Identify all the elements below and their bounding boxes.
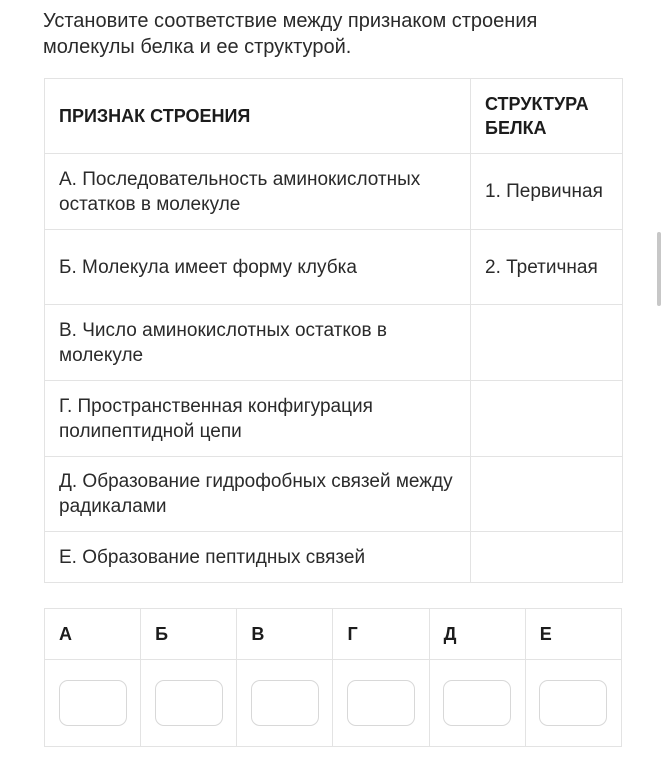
answer-cell [525, 660, 621, 747]
answer-letters-row [45, 609, 622, 660]
page-scrollbar[interactable] [657, 232, 661, 306]
feature-cell: В. Число аминокислотных остатков в молекуле [45, 305, 471, 381]
answer-cell [237, 660, 333, 747]
table-header-row [45, 79, 623, 154]
answer-cell [45, 660, 141, 747]
answer-cell [429, 660, 525, 747]
answer-input-d[interactable] [443, 680, 511, 726]
structure-cell: 1. Первичная [471, 154, 623, 230]
header-feature: ПРИЗНАК СТРОЕНИЯ [45, 79, 471, 154]
question-text: Установите соответствие между признаком строения молекулы белка и ее структурой. [43, 10, 538, 58]
header-structure: СТРУКТУРА БЕЛКА [471, 79, 623, 154]
answer-cell [141, 660, 237, 747]
answer-input-e[interactable] [539, 680, 607, 726]
feature-cell: А. Последовательность аминокислотных остатков в молекуле [45, 154, 471, 230]
table-row [45, 154, 623, 230]
answer-letter-v: В [237, 609, 333, 660]
answer-input-b[interactable] [155, 680, 223, 726]
answer-input-v[interactable] [251, 680, 319, 726]
answer-letter-g: Г [333, 609, 429, 660]
structure-cell [471, 457, 623, 532]
answer-cell [333, 660, 429, 747]
answer-input-a[interactable] [59, 680, 127, 726]
feature-cell: Г. Пространственная конфигурация полипептидной цепи [45, 381, 471, 457]
answer-letter-d: Д [429, 609, 525, 660]
table-row [45, 457, 623, 532]
feature-cell: Б. Молекула имеет форму клубка [45, 230, 471, 305]
feature-cell: Е. Образование пептидных связей [45, 532, 471, 583]
table-row [45, 381, 623, 457]
answer-input-g[interactable] [347, 680, 415, 726]
answer-letter-b: Б [141, 609, 237, 660]
table-row [45, 532, 623, 583]
structure-cell: 2. Третичная [471, 230, 623, 305]
matching-table [44, 78, 623, 583]
answer-table [44, 608, 622, 747]
table-row [45, 305, 623, 381]
structure-cell [471, 532, 623, 583]
structure-cell [471, 381, 623, 457]
answer-inputs-row [45, 660, 622, 747]
answer-letter-e: Е [525, 609, 621, 660]
table-row [45, 230, 623, 305]
answer-letter-a: А [45, 609, 141, 660]
feature-cell: Д. Образование гидрофобных связей между радикалами [45, 457, 471, 532]
structure-cell [471, 305, 623, 381]
